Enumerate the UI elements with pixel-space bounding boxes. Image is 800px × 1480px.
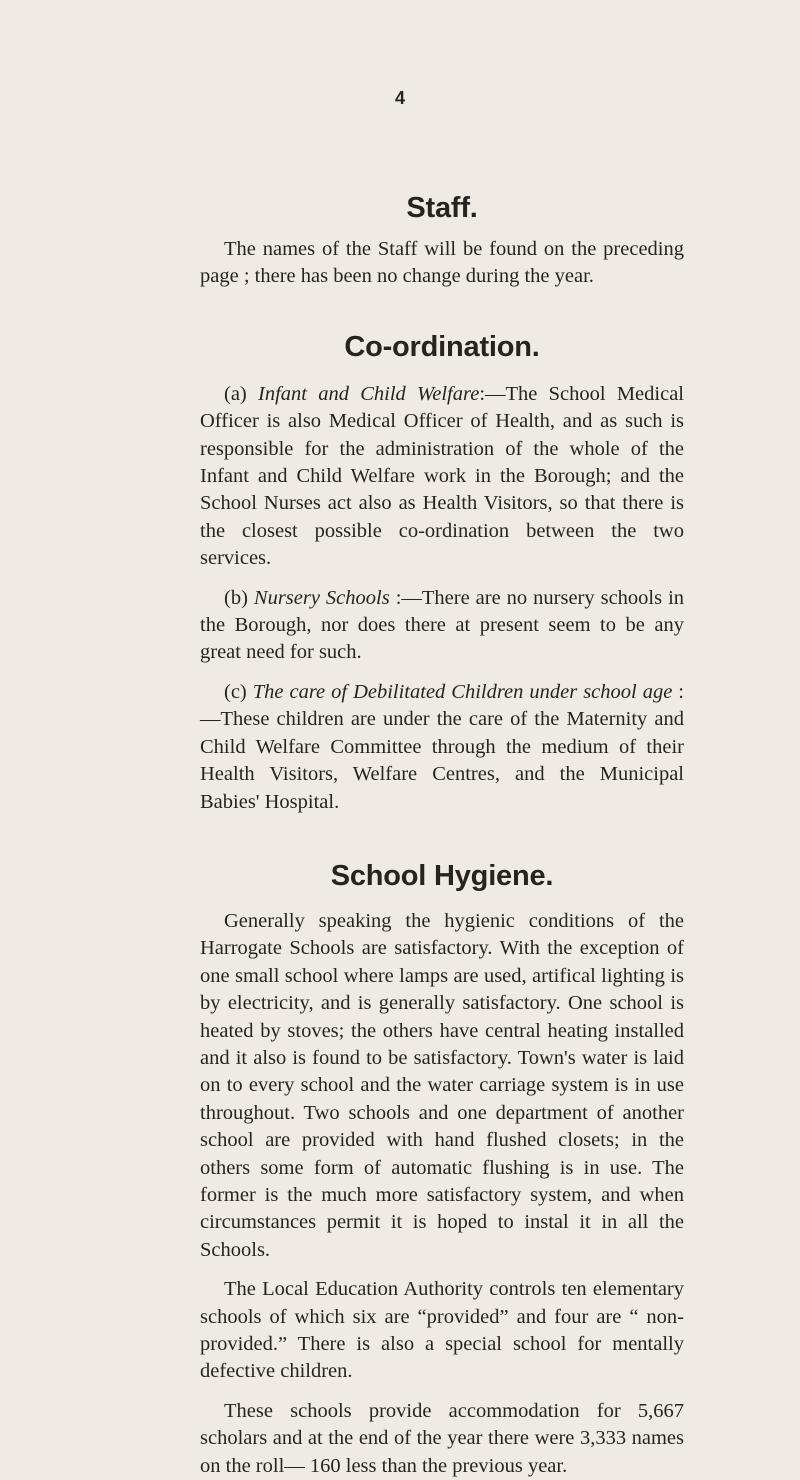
- school-hygiene-heading: School Hygiene.: [330, 859, 554, 892]
- coordination-heading: Co-ordination.: [344, 330, 540, 363]
- hygiene-paragraph-3: These schools provide accommodation for 5,667 scholars and at the end of the year there were 3,333 names on the roll— 160 less than the previous year.: [200, 1399, 684, 1477]
- item-a-title: Infant and Child Welfare: [258, 382, 480, 405]
- item-b-title: Nursery Schools: [253, 586, 390, 609]
- item-c-text: :—These children are under the care of the Maternity and Child Welfare Committee through the medium of their Health Visitors, Welfare Centres, and the Municipal Babies' Hospital.: [200, 680, 684, 813]
- item-c-title: The care of Debilitated Children under school age: [252, 680, 673, 703]
- school-hygiene-section: [200, 858, 684, 1480]
- coordination-item-b: [200, 585, 684, 667]
- coordination-item-c: [200, 679, 684, 816]
- staff-paragraph: The names of the Staff will be found on the preceding page ; there has been no change during the year.: [200, 238, 684, 288]
- staff-heading: Staff.: [406, 192, 478, 224]
- item-a-marker: (a): [224, 382, 247, 405]
- page-number: 4: [394, 88, 405, 108]
- hygiene-paragraph-1: Generally speaking the hygienic conditions of the Harrogate Schools are satisfactory. With the exception of one small school where lamps are used, artifical lighting is by electricity, and is generally satisfactory. One school is heated by stoves; the others have central heating installed and it also is found to be satisfactory. Town's water is laid on to every school and the water carriage system is in use throughout. Two schools and one department of another school are provided with hand flushed closets; in the others some form of automatic flushing is in use. The former is the much more satisfactory system, and when circumstances permit it is hoped to instal it in all the Schools.: [200, 909, 684, 1261]
- coordination-section: [200, 329, 684, 816]
- coordination-item-a: [200, 381, 684, 573]
- staff-section: [200, 190, 684, 291]
- document-body: [200, 190, 684, 1480]
- item-a-text: :—The School Medical Officer is also Medical Officer of Health, and as such is responsible for the administration of the whole of the Infant and Child Welfare work in the Borough; and the School Nurses act also as Health Visitors, so that there is the closest possible co-ordination between the two services.: [200, 382, 684, 570]
- item-b-text: :—There are no nursery schools in the Borough, nor does there at present seem to be any great need for such.: [200, 586, 685, 664]
- hygiene-paragraph-2: The Local Education Authority controls ten elementary schools of which six are “provided” and four are “ non-provided.” There is also a special school for mentally defective children.: [200, 1278, 684, 1383]
- item-b-marker: (b): [224, 586, 248, 609]
- item-c-marker: (c): [224, 680, 247, 703]
